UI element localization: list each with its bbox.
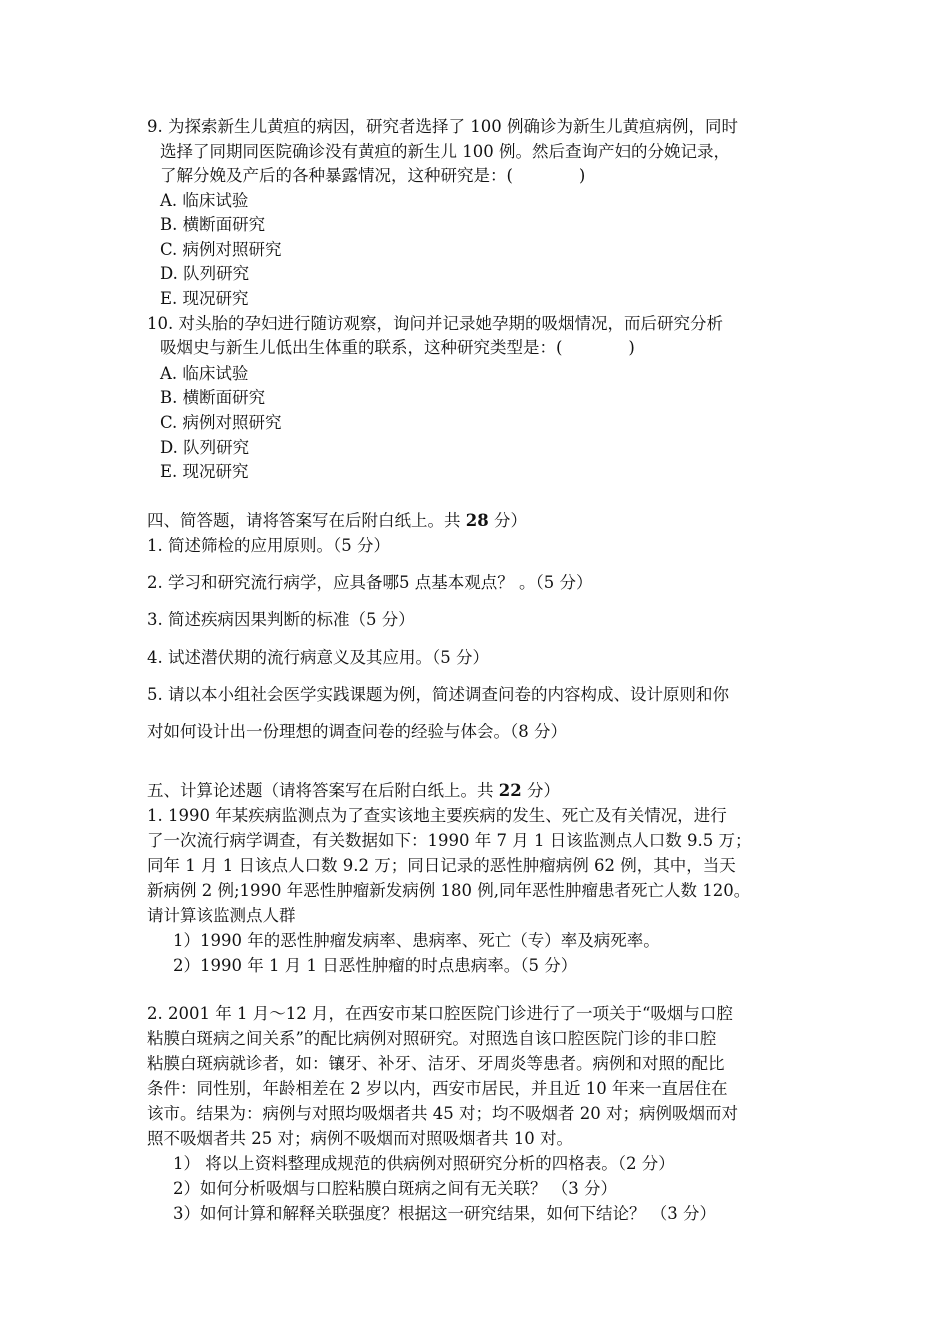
q9-option-a: A. 临床试验 <box>160 191 249 210</box>
s5-q1-line-2: 了一次流行病学调查，有关数据如下：1990 年 7 月 1 日该监测点人口数 9.5 万； <box>147 831 752 850</box>
s5-q1-line-4: 新病例 2 例;1990 年恶性肿瘤新发病例 180 例,同年恶性肿瘤患者死亡人数 120。 <box>147 881 751 900</box>
q10-option-b: B. 横断面研究 <box>160 388 266 407</box>
section-4-heading-end: 分） <box>488 511 527 530</box>
section-4-question-1: 1. 简述筛检的应用原则。（5 分） <box>147 536 390 555</box>
s5-q1-line-5: 请计算该监测点人群 <box>147 906 296 925</box>
s5-q2-line-6: 照不吸烟者共 25 对；病例不吸烟而对照吸烟者共 10 对。 <box>147 1129 573 1148</box>
s5-q1-line-3: 同年 1 月 1 日该点人口数 9.2 万；同日记录的恶性肿瘤病例 62 例，其中，当天 <box>147 856 736 875</box>
q9-line-2: 选择了同期同医院确诊没有黄疸的新生儿 100 例。然后查询产妇的分娩记录， <box>160 142 730 161</box>
q9-line-3: 了解分娩及产后的各种暴露情况，这种研究是：( ) <box>160 166 586 185</box>
s5-q2-line-1: 2. 2001 年 1 月～12 月，在西安市某口腔医院门诊进行了一项关于“吸烟与口腔 <box>147 1004 733 1023</box>
q9-option-d: D. 队列研究 <box>160 264 250 283</box>
section-4-score: 28 <box>465 511 489 530</box>
s5-q2-line-3: 粘膜白斑病就诊者，如：镶牙、补牙、洁牙、牙周炎等患者。病例和对照的配比 <box>147 1054 725 1073</box>
s5-q1-sub-1: 1）1990 年的恶性肿瘤发病率、患病率、死亡（专）率及病死率。 <box>173 931 660 950</box>
s5-q1-sub-2: 2）1990 年 1 月 1 日恶性肿瘤的时点患病率。（5 分） <box>173 956 578 975</box>
section-5-score: 22 <box>498 781 522 800</box>
q10-option-a: A. 临床试验 <box>160 364 249 383</box>
section-4-heading-text: 四、简答题，请将答案写在后附白纸上。共 <box>147 511 466 530</box>
q9-line-1: 9. 为探索新生儿黄疸的病因，研究者选择了 100 例确诊为新生儿黄疸病例，同时 <box>147 117 738 136</box>
section-5-heading-end: 分） <box>521 781 560 800</box>
q9-option-c: C. 病例对照研究 <box>160 240 282 259</box>
q9-option-b: B. 横断面研究 <box>160 215 266 234</box>
section-4-heading <box>147 510 527 532</box>
s5-q2-sub-2: 2）如何分析吸烟与口腔粘膜白斑病之间有无关联？ （3 分） <box>173 1179 617 1198</box>
q10-option-c: C. 病例对照研究 <box>160 413 282 432</box>
section-5-heading-text: 五、计算论述题（请将答案写在后附白纸上。共 <box>147 781 499 800</box>
section-4-question-4: 4. 试述潜伏期的流行病意义及其应用。（5 分） <box>147 648 489 667</box>
section-4-question-5-line-1: 5. 请以本小组社会医学实践课题为例，简述调查问卷的内容构成、设计原则和你 <box>147 685 729 704</box>
s5-q2-sub-1: 1） 将以上资料整理成规范的供病例对照研究分析的四格表。（2 分） <box>173 1154 675 1173</box>
s5-q2-line-4: 条件：同性别，年龄相差在 2 岁以内，西安市居民，并且近 10 年来一直居住在 <box>147 1079 728 1098</box>
s5-q2-sub-3: 3）如何计算和解释关联强度？根据这一研究结果，如何下结论？ （3 分） <box>173 1204 716 1223</box>
q10-option-d: D. 队列研究 <box>160 438 250 457</box>
q10-option-e: E. 现况研究 <box>160 462 249 481</box>
s5-q2-line-2: 粘膜白斑病之间关系”的配比病例对照研究。对照选自该口腔医院门诊的非口腔 <box>147 1029 717 1048</box>
section-5-heading <box>147 780 560 802</box>
q10-line-2: 吸烟史与新生儿低出生体重的联系，这种研究类型是：( ) <box>160 338 635 357</box>
q10-line-1: 10. 对头胎的孕妇进行随访观察，询问并记录她孕期的吸烟情况，而后研究分析 <box>147 314 723 333</box>
q9-option-e: E. 现况研究 <box>160 289 249 308</box>
section-4-question-3: 3. 简述疾病因果判断的标准（5 分） <box>147 610 415 629</box>
section-4-question-5-line-2: 对如何设计出一份理想的调查问卷的经验与体会。（8 分） <box>147 722 567 741</box>
s5-q2-line-5: 该市。结果为：病例与对照均吸烟者共 45 对；均不吸烟者 20 对；病例吸烟而对 <box>147 1104 738 1123</box>
section-4-question-2: 2. 学习和研究流行病学，应具备哪5 点基本观点？ 。（5 分） <box>147 573 593 592</box>
s5-q1-line-1: 1. 1990 年某疾病监测点为了查实该地主要疾病的发生、死亡及有关情况，进行 <box>147 806 727 825</box>
